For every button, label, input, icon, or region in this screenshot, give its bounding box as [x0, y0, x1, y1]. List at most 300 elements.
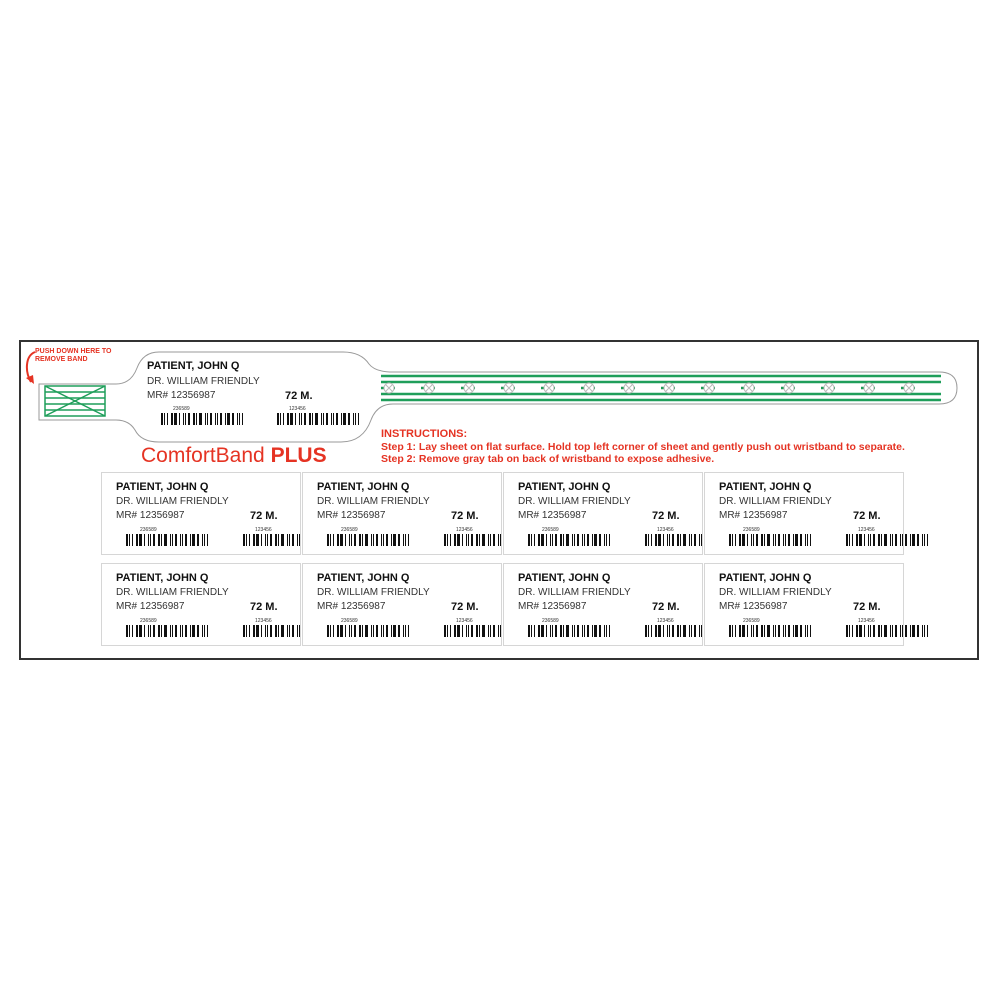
barcode-bar [800, 534, 802, 546]
barcode-bar [148, 534, 149, 546]
barcode-bar [126, 625, 128, 637]
label-doctor: DR. WILLIAM FRIENDLY [116, 496, 229, 507]
barcode-bar [493, 625, 495, 637]
barcode-bar [805, 534, 806, 546]
patient-label[interactable] [503, 472, 703, 555]
barcode-bar [735, 534, 736, 546]
barcode-bar [148, 625, 149, 637]
barcode-bar [555, 534, 557, 546]
barcode-bar [341, 413, 342, 425]
barcode-bar [153, 534, 155, 546]
barcode-bar [563, 625, 564, 637]
barcode-bar [183, 413, 184, 425]
barcode-bar [126, 534, 128, 546]
barcode-bar [197, 625, 199, 637]
barcode-bar [139, 625, 142, 637]
label-mr-number: MR# 12356987 [719, 601, 788, 612]
barcode-bar [747, 625, 748, 637]
barcode-bar [391, 534, 392, 546]
label-age: 72 M. [853, 601, 881, 613]
wristband-barcode2-number: 123456 [289, 406, 306, 412]
patient-label[interactable] [704, 472, 904, 555]
label-barcode1 [327, 625, 412, 637]
barcode-bar [905, 534, 907, 546]
barcode-bar [793, 625, 794, 637]
barcode-bar [225, 413, 226, 425]
barcode-bar [672, 534, 674, 546]
barcode-bar [283, 413, 284, 425]
barcode-bar [444, 625, 446, 637]
barcode-bar [778, 534, 780, 546]
barcode-bar [669, 534, 670, 546]
barcode-bar [550, 534, 551, 546]
barcode-bar [188, 413, 190, 425]
barcode-bar [158, 625, 160, 637]
barcode-bar [299, 413, 300, 425]
barcode-bar [196, 413, 197, 425]
barcode-bar [927, 625, 928, 637]
barcode-bar [604, 625, 605, 637]
barcode-bar [922, 534, 923, 546]
wristband-barcode1-number: 236589 [173, 406, 190, 412]
barcode-bar [330, 534, 331, 546]
barcode-bar [701, 625, 702, 637]
barcode-bar [555, 625, 557, 637]
barcode-bar [376, 625, 378, 637]
barcode-bar [735, 625, 736, 637]
barcode-bar [783, 625, 784, 637]
barcode-bar [381, 625, 382, 637]
barcode-bar [243, 625, 245, 637]
barcode-bar [326, 413, 328, 425]
barcode-bar [405, 625, 406, 637]
barcode-bar [761, 534, 763, 546]
barcode-bar [775, 534, 776, 546]
barcode-bar [534, 534, 535, 546]
barcode-bar [132, 534, 133, 546]
barcode-bar [393, 534, 396, 546]
barcode-bar [457, 534, 460, 546]
barcode-bar [261, 625, 262, 637]
label-age: 72 M. [451, 510, 479, 522]
barcode-bar [447, 625, 448, 637]
label-barcode1-number: 236589 [743, 527, 760, 533]
barcode-bar [606, 534, 607, 546]
wristband-mr-number: MR# 12356987 [147, 390, 216, 401]
barcode-bar [892, 625, 893, 637]
barcode-bar [179, 413, 180, 425]
barcode-bar [466, 625, 467, 637]
barcode-bar [694, 534, 696, 546]
barcode-bar [680, 625, 681, 637]
label-barcode2-number: 123456 [456, 527, 473, 533]
wristband-doctor: DR. WILLIAM FRIENDLY [147, 376, 260, 387]
barcode-bar [471, 534, 473, 546]
patient-label[interactable] [101, 563, 301, 646]
label-age: 72 M. [250, 601, 278, 613]
barcode-bar [531, 625, 532, 637]
barcode-bar [383, 625, 384, 637]
label-barcode1-number: 236589 [743, 618, 760, 624]
label-barcode2 [846, 625, 931, 637]
barcode-bar [204, 534, 205, 546]
barcode-bar [349, 625, 350, 637]
barcode-bar [890, 625, 891, 637]
barcode-bar [462, 625, 463, 637]
label-sheet [19, 340, 979, 660]
barcode-bar [227, 413, 230, 425]
barcode-bar [694, 625, 696, 637]
label-barcode1 [126, 534, 211, 546]
barcode-bar [468, 625, 469, 637]
barcode-bar [910, 625, 911, 637]
barcode-bar [164, 625, 167, 637]
barcode-bar [132, 625, 133, 637]
barcode-bar [572, 625, 573, 637]
label-doctor: DR. WILLIAM FRIENDLY [317, 496, 430, 507]
label-grid [101, 472, 909, 648]
barcode-bar [900, 625, 901, 637]
barcode-bar [239, 413, 240, 425]
barcode-bar [680, 534, 681, 546]
barcode-bar [498, 534, 499, 546]
wristband-age: 72 M. [285, 390, 313, 402]
label-age: 72 M. [652, 510, 680, 522]
barcode-bar [359, 534, 361, 546]
barcode-bar [354, 625, 356, 637]
barcode-bar [785, 625, 786, 637]
barcode-bar [454, 534, 456, 546]
label-barcode1 [126, 625, 211, 637]
barcode-bar [398, 625, 400, 637]
barcode-bar [648, 534, 649, 546]
barcode-bar [386, 625, 388, 637]
label-mr-number: MR# 12356987 [518, 601, 587, 612]
barcode-bar [197, 534, 199, 546]
barcode-bar [287, 534, 288, 546]
label-doctor: DR. WILLIAM FRIENDLY [719, 496, 832, 507]
barcode-bar [895, 534, 897, 546]
label-mr-number: MR# 12356987 [518, 510, 587, 521]
barcode-bar [450, 625, 451, 637]
barcode-bar [333, 413, 334, 425]
barcode-bar [924, 534, 925, 546]
barcode-bar [265, 534, 266, 546]
label-barcode1-number: 236589 [341, 527, 358, 533]
patient-label[interactable] [101, 472, 301, 555]
barcode-bar [164, 413, 165, 425]
barcode-bar [572, 534, 573, 546]
barcode-bar [299, 625, 300, 637]
barcode-bar [793, 534, 794, 546]
barcode-bar [566, 534, 569, 546]
barcode-bar [594, 625, 597, 637]
barcode-bar [592, 625, 593, 637]
barcode-bar [476, 534, 478, 546]
barcode-bar [795, 625, 798, 637]
barcode-bar [859, 625, 862, 637]
barcode-bar [805, 625, 806, 637]
barcode-bar [677, 625, 679, 637]
barcode-bar [531, 534, 532, 546]
barcode-bar [927, 534, 928, 546]
barcode-bar [337, 534, 339, 546]
barcode-bar [309, 413, 311, 425]
barcode-bar [900, 534, 901, 546]
barcode-bar [584, 625, 585, 637]
barcode-bar [870, 625, 871, 637]
barcode-bar [773, 625, 774, 637]
barcode-bar [807, 534, 808, 546]
barcode-bar [884, 534, 887, 546]
barcode-bar [275, 534, 277, 546]
barcode-bar [204, 625, 205, 637]
barcode-bar [323, 413, 324, 425]
instructions [381, 428, 905, 466]
label-doctor: DR. WILLIAM FRIENDLY [116, 587, 229, 598]
barcode-bar [381, 534, 382, 546]
barcode-bar [732, 534, 733, 546]
barcode-bar [246, 625, 247, 637]
barcode-bar [852, 534, 853, 546]
barcode-bar [403, 534, 404, 546]
barcode-bar [267, 625, 268, 637]
barcode-bar [490, 625, 491, 637]
barcode-bar [546, 625, 547, 637]
barcode-bar [905, 625, 907, 637]
barcode-bar [277, 413, 279, 425]
barcode-bar [785, 534, 786, 546]
barcode-bar [606, 625, 607, 637]
barcode-bar [158, 534, 160, 546]
barcode-bar [471, 625, 473, 637]
label-patient-name: PATIENT, JOHN Q [518, 481, 611, 493]
barcode-bar [454, 625, 456, 637]
patient-label[interactable] [503, 563, 703, 646]
barcode-bar [457, 625, 460, 637]
barcode-bar [864, 625, 865, 637]
patient-label[interactable] [704, 563, 904, 646]
barcode-bar [345, 534, 346, 546]
barcode-bar [856, 625, 858, 637]
barcode-bar [462, 534, 463, 546]
barcode-bar [691, 625, 692, 637]
barcode-bar [917, 534, 919, 546]
barcode-bar [550, 625, 551, 637]
barcode-bar [566, 625, 569, 637]
barcode-bar [175, 625, 177, 637]
barcode-bar [295, 413, 296, 425]
barcode-bar [878, 625, 880, 637]
barcode-bar [371, 625, 372, 637]
barcode-bar [490, 534, 491, 546]
instructions-step-1: Step 1: Lay sheet on flat surface. Hold top left corner of sheet and gently push out wristband to separate. [381, 440, 905, 453]
barcode-bar [383, 534, 384, 546]
barcode-bar [287, 413, 289, 425]
label-barcode1 [729, 534, 814, 546]
barcode-bar [902, 534, 903, 546]
wristband-barcode1 [161, 413, 246, 425]
barcode-bar [810, 625, 811, 637]
barcode-bar [220, 413, 222, 425]
barcode-bar [182, 625, 183, 637]
label-barcode2-number: 123456 [456, 618, 473, 624]
barcode-bar [337, 625, 339, 637]
barcode-bar [648, 625, 649, 637]
barcode-bar [500, 625, 501, 637]
barcode-bar [663, 625, 664, 637]
barcode-bar [699, 534, 700, 546]
barcode-bar [450, 534, 451, 546]
barcode-bar [270, 534, 272, 546]
barcode-bar [767, 625, 770, 637]
barcode-bar [315, 413, 318, 425]
barcode-bar [292, 534, 294, 546]
barcode-bar [775, 625, 776, 637]
barcode-bar [849, 625, 850, 637]
label-mr-number: MR# 12356987 [317, 601, 386, 612]
barcode-bar [150, 534, 151, 546]
barcode-bar [667, 625, 668, 637]
barcode-bar [856, 534, 858, 546]
barcode-bar [488, 534, 489, 546]
barcode-bar [742, 534, 745, 546]
barcode-bar [136, 625, 138, 637]
barcode-bar [205, 413, 206, 425]
barcode-bar [171, 413, 173, 425]
label-doctor: DR. WILLIAM FRIENDLY [719, 587, 832, 598]
barcode-bar [868, 625, 869, 637]
barcode-bar [868, 534, 869, 546]
barcode-bar [795, 534, 798, 546]
barcode-bar [249, 534, 250, 546]
barcode-bar [280, 413, 281, 425]
barcode-bar [753, 534, 754, 546]
barcode-bar [493, 534, 495, 546]
barcode-bar [912, 534, 915, 546]
barcode-bar [563, 534, 564, 546]
barcode-bar [287, 625, 288, 637]
barcode-bar [161, 625, 162, 637]
barcode-bar [599, 534, 601, 546]
barcode-bar [669, 625, 670, 637]
barcode-bar [167, 413, 168, 425]
barcode-bar [232, 413, 234, 425]
barcode-bar [609, 534, 610, 546]
patient-label[interactable] [302, 563, 502, 646]
barcode-bar [582, 625, 583, 637]
barcode-bar [582, 534, 583, 546]
barcode-bar [185, 534, 187, 546]
barcode-bar [849, 534, 850, 546]
label-barcode1 [327, 534, 412, 546]
barcode-bar [340, 625, 343, 637]
barcode-bar [170, 625, 171, 637]
label-doctor: DR. WILLIAM FRIENDLY [518, 496, 631, 507]
label-barcode2-number: 123456 [255, 527, 272, 533]
barcode-bar [373, 534, 374, 546]
label-mr-number: MR# 12356987 [719, 510, 788, 521]
barcode-bar [810, 534, 811, 546]
barcode-bar [243, 534, 245, 546]
barcode-bar [878, 534, 880, 546]
barcode-bar [180, 625, 181, 637]
barcode-bar [180, 534, 181, 546]
label-barcode1 [528, 534, 613, 546]
barcode-bar [193, 413, 195, 425]
barcode-bar [594, 534, 597, 546]
barcode-bar [371, 534, 372, 546]
barcode-bar [751, 625, 752, 637]
barcode-bar [161, 413, 163, 425]
barcode-bar [846, 625, 848, 637]
barcode-bar [393, 625, 396, 637]
barcode-bar [242, 413, 243, 425]
barcode-bar [788, 625, 790, 637]
barcode-bar [345, 625, 346, 637]
barcode-bar [215, 413, 216, 425]
barcode-bar [884, 625, 887, 637]
barcode-bar [761, 625, 763, 637]
barcode-bar [185, 625, 187, 637]
barcode-bar [170, 534, 171, 546]
barcode-bar [376, 534, 378, 546]
barcode-bar [270, 625, 272, 637]
label-barcode1-number: 236589 [542, 527, 559, 533]
patient-label[interactable] [302, 472, 502, 555]
barcode-bar [174, 413, 177, 425]
barcode-bar [870, 534, 871, 546]
instructions-step-2: Step 2: Remove gray tab on back of wristband to expose adhesive. [381, 453, 715, 465]
barcode-bar [398, 534, 400, 546]
barcode-bar [800, 625, 802, 637]
barcode-bar [482, 625, 485, 637]
barcode-bar [278, 534, 279, 546]
barcode-bar [359, 625, 361, 637]
barcode-bar [321, 413, 322, 425]
label-patient-name: PATIENT, JOHN Q [719, 572, 812, 584]
barcode-bar [275, 625, 277, 637]
label-patient-name: PATIENT, JOHN Q [719, 481, 812, 493]
barcode-bar [852, 625, 853, 637]
barcode-bar [924, 625, 925, 637]
label-barcode1-number: 236589 [341, 618, 358, 624]
label-patient-name: PATIENT, JOHN Q [317, 572, 410, 584]
barcode-bar [172, 534, 173, 546]
barcode-bar [778, 625, 780, 637]
barcode-bar [864, 534, 865, 546]
barcode-bar [136, 534, 138, 546]
label-patient-name: PATIENT, JOHN Q [317, 481, 410, 493]
barcode-bar [751, 534, 752, 546]
barcode-bar [164, 534, 167, 546]
brand-logo [141, 444, 327, 468]
barcode-bar [333, 534, 334, 546]
barcode-bar [217, 413, 218, 425]
barcode-bar [312, 413, 313, 425]
barcode-bar [663, 534, 664, 546]
barcode-bar [498, 625, 499, 637]
barcode-bar [447, 534, 448, 546]
label-barcode1-number: 236589 [542, 618, 559, 624]
barcode-bar [202, 534, 203, 546]
barcode-bar [892, 534, 893, 546]
barcode-bar [552, 534, 553, 546]
barcode-bar [281, 625, 284, 637]
barcode-bar [290, 413, 293, 425]
barcode-bar [917, 625, 919, 637]
barcode-bar [747, 534, 748, 546]
